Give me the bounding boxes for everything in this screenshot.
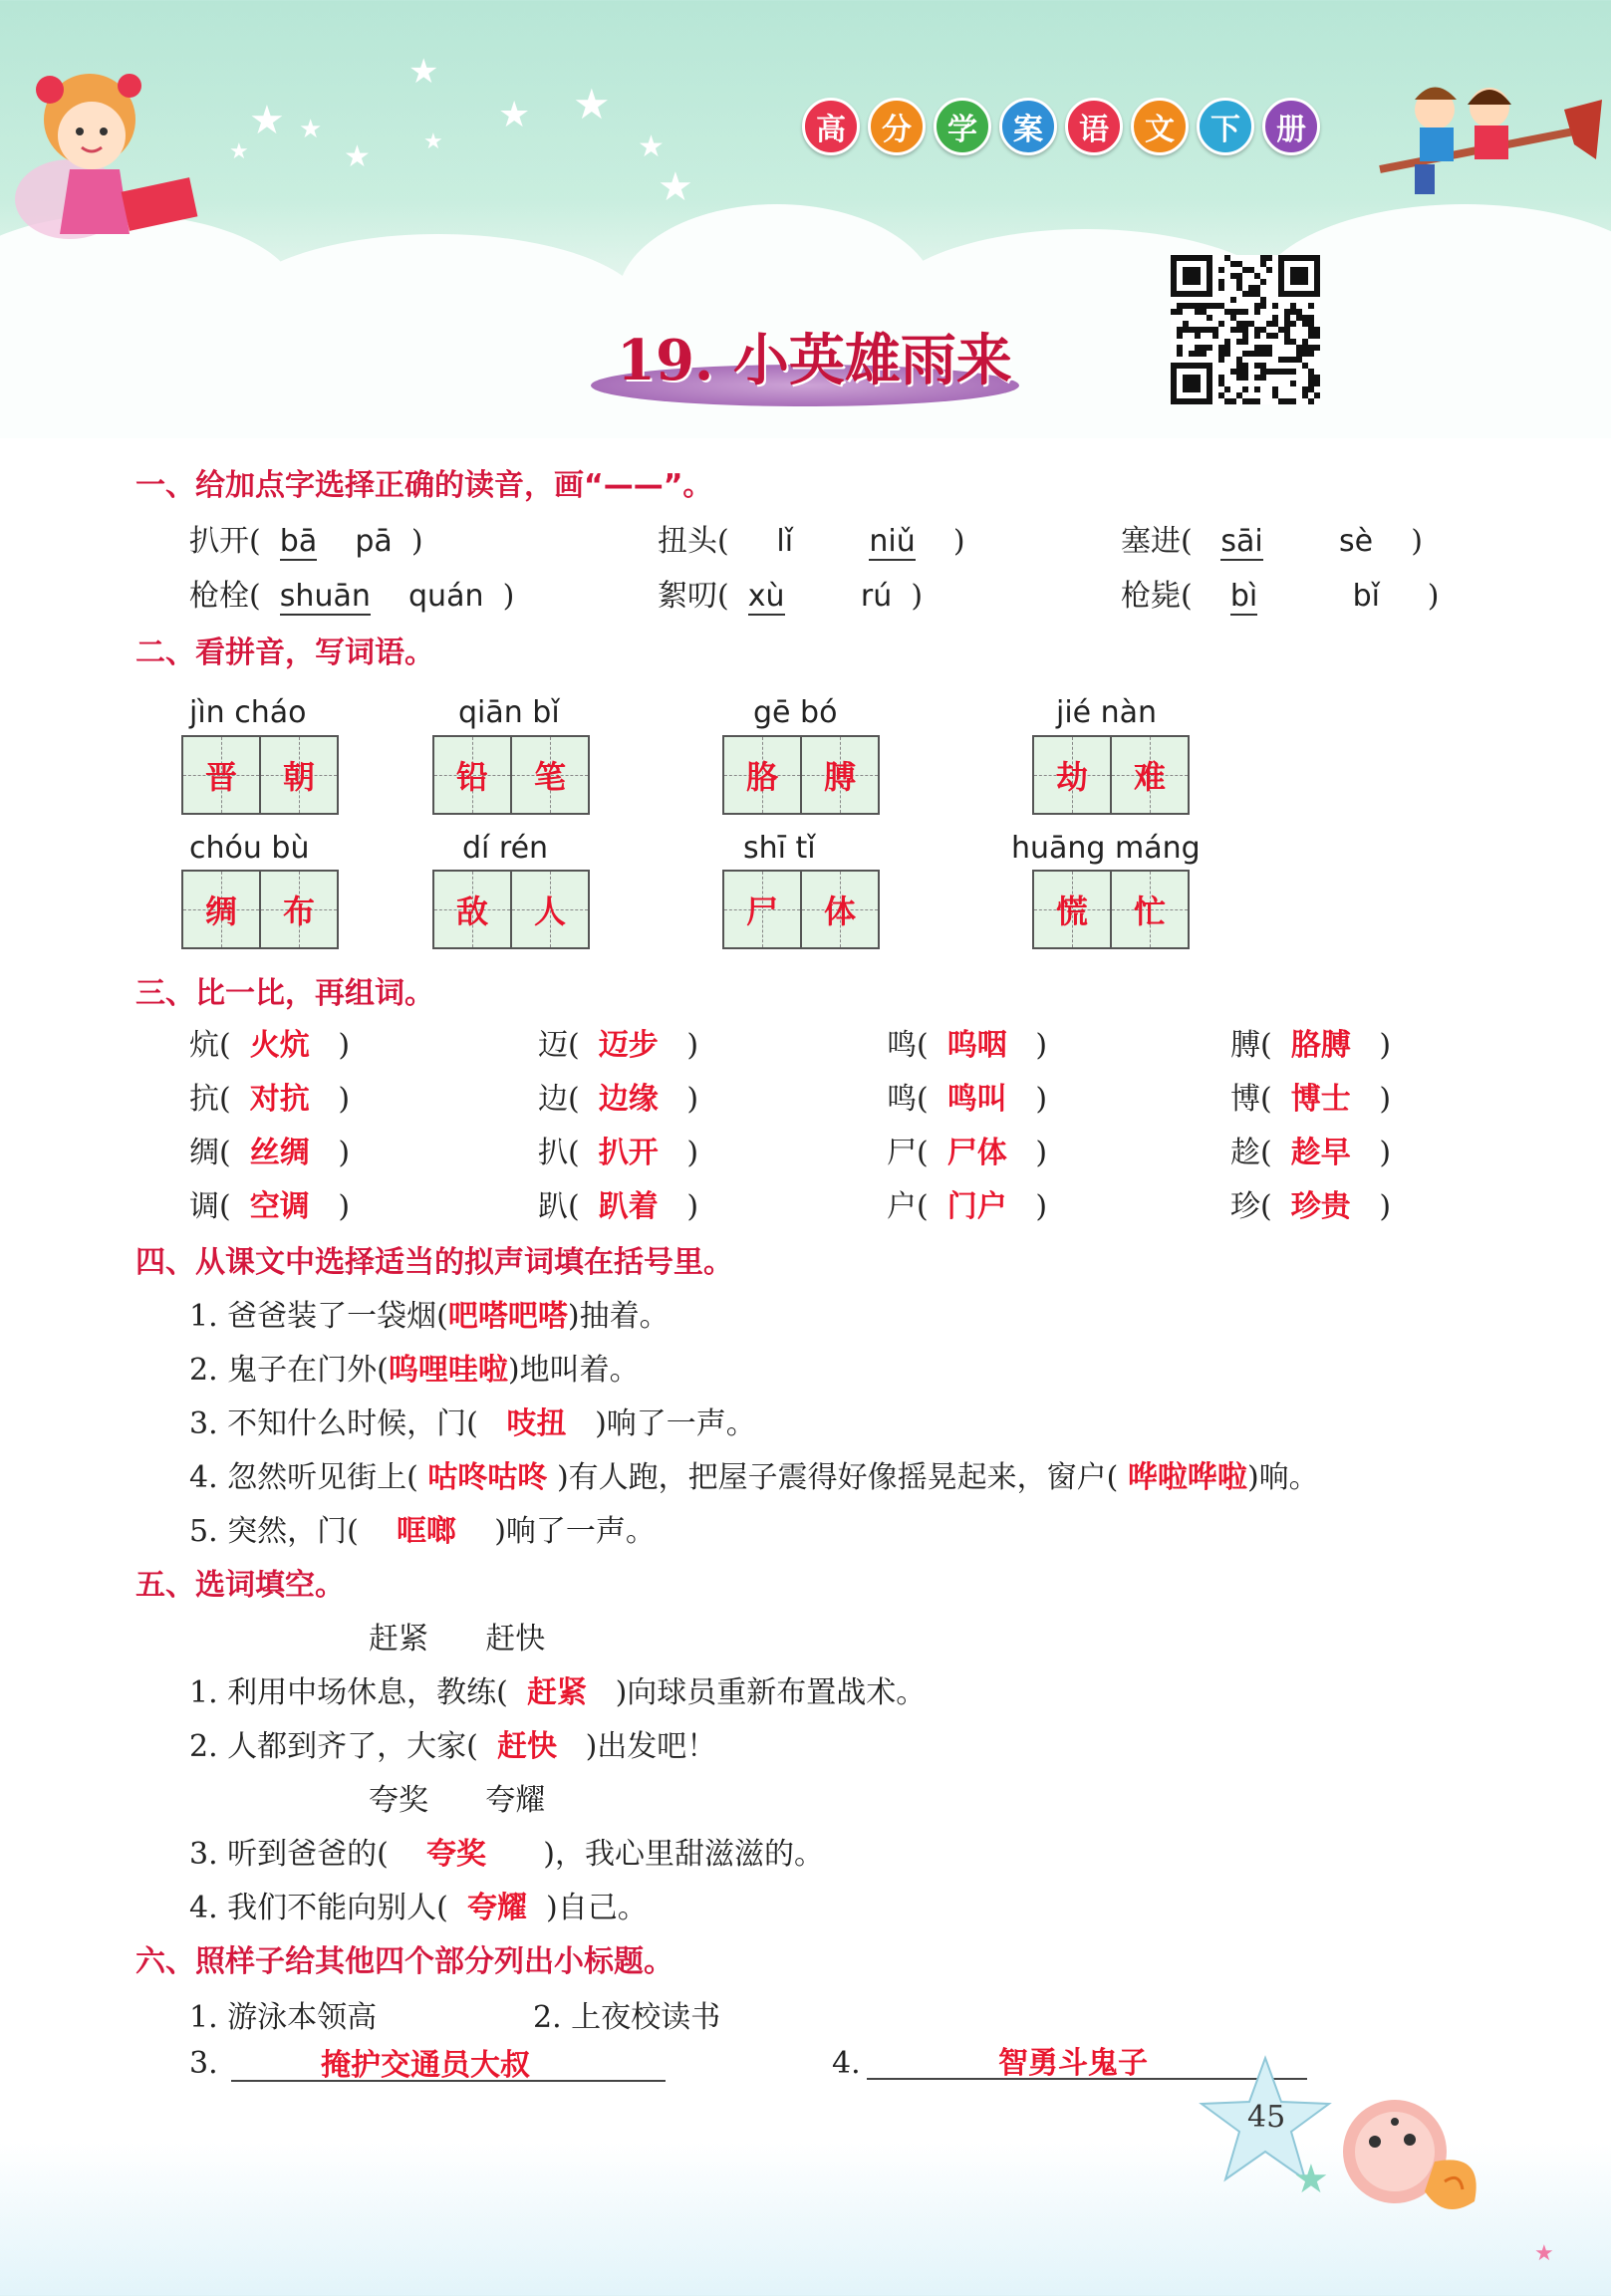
- compare-char: 尸: [887, 1136, 917, 1170]
- q1-option-1: lǐ: [776, 524, 794, 559]
- answer-char: 笔: [533, 758, 566, 796]
- pinyin-label: qiān bǐ: [458, 695, 560, 730]
- grid-cell: [1110, 870, 1190, 949]
- compare-item: 膊( 胳膊 ): [1230, 1028, 1392, 1063]
- q5-sentence-1: [189, 1667, 926, 1711]
- answer-char: 尸: [745, 893, 778, 930]
- answer-subtitle-4: 智勇斗鬼子: [998, 2046, 1148, 2081]
- compare-item: 趴( 趴着 ): [538, 1189, 699, 1224]
- star-icon: ★: [573, 80, 611, 128]
- compare-char: 边: [538, 1082, 568, 1117]
- tian-grid: [181, 735, 339, 815]
- compare-char: 鸣: [887, 1028, 917, 1063]
- paren-open: (: [249, 579, 261, 614]
- kids-on-broom-illustration: [1375, 70, 1604, 219]
- sentence-text: 2. 鬼子在门外(: [189, 1353, 389, 1388]
- compare-answer: 珍贵: [1290, 1189, 1351, 1224]
- answer-char: 绸: [204, 893, 237, 930]
- pinyin-label: jìn cháo: [189, 695, 307, 730]
- q4-sentence-3: [189, 1399, 756, 1442]
- grid-cell: [800, 735, 880, 815]
- section6-heading: 六、照样子给其他四个部分列出小标题。: [135, 1944, 673, 1979]
- compare-answer: 对抗: [249, 1082, 310, 1117]
- pinyin-label: chóu bù: [189, 831, 310, 866]
- grid-cell: [800, 870, 880, 949]
- paren-close: ): [952, 524, 965, 559]
- choice-word: 夸耀: [485, 1783, 546, 1818]
- answer-text: 吧嗒吧嗒: [447, 1299, 568, 1334]
- lesson-title-banner: [583, 317, 1021, 406]
- compare-answer: 丝绸: [249, 1136, 310, 1170]
- compare-item: 扒( 扒开 ): [538, 1136, 699, 1170]
- pinyin-label: dí rén: [462, 831, 549, 866]
- series-badge-char: 语: [1065, 98, 1123, 155]
- q4-sentence-1: [189, 1291, 670, 1335]
- paren-close: ): [1411, 524, 1423, 559]
- answer-text: 哐啷: [397, 1514, 457, 1549]
- answer-text: 咕咚咕咚: [427, 1460, 548, 1495]
- choice-word: 夸奖: [369, 1783, 428, 1818]
- compare-char: 膊: [1230, 1028, 1260, 1063]
- compare-answer: 呜咽: [946, 1028, 1007, 1063]
- compare-char: 迈: [538, 1028, 568, 1063]
- word-choice-pair-1: [369, 1614, 545, 1658]
- star-icon: ★: [498, 95, 531, 135]
- q1-option-1: xù: [747, 579, 785, 614]
- star-icon: ★: [1293, 2157, 1329, 2202]
- q1-option-2: quán: [408, 579, 484, 614]
- grid-cell: [1110, 735, 1190, 815]
- sentence-text: 1. 利用中场休息，教练(: [189, 1675, 508, 1710]
- series-badge-char: 高: [802, 98, 860, 155]
- pinyin-label: huāng máng: [1011, 831, 1201, 866]
- grid-cell: [1032, 870, 1112, 949]
- compare-answer: 趴着: [598, 1189, 659, 1224]
- item-number: 3.: [189, 2046, 218, 2081]
- q1-word: 枪毙: [1121, 579, 1181, 614]
- answer-char: 敌: [455, 893, 488, 930]
- answer-char: 劫: [1055, 758, 1088, 796]
- compare-char: 趴: [538, 1189, 568, 1224]
- compare-answer: 博士: [1290, 1082, 1351, 1117]
- tian-grid: [722, 870, 880, 949]
- series-badge-char: 册: [1262, 98, 1320, 155]
- compare-item: 调( 空调 ): [189, 1189, 351, 1224]
- answer-char: 布: [282, 893, 315, 930]
- grid-cell: [722, 735, 802, 815]
- q1-word: 塞进: [1121, 524, 1181, 559]
- section1-heading: 一、给加点字选择正确的读音，画“——”。: [135, 468, 713, 503]
- compare-char: 调: [189, 1189, 219, 1224]
- tian-grid: [181, 870, 339, 949]
- sentence-text: )响。: [1246, 1460, 1319, 1495]
- paren-close: ): [502, 579, 515, 614]
- q1-option-2: bǐ: [1352, 579, 1381, 614]
- compare-item: 博( 博士 ): [1230, 1082, 1392, 1117]
- grid-cell: [722, 870, 802, 949]
- paren-open: (: [1181, 579, 1193, 614]
- answer-subtitle-3: 掩护交通员大叔: [321, 2048, 530, 2083]
- series-badge-char: 学: [934, 98, 991, 155]
- word-choice-pair-2: [369, 1775, 545, 1819]
- q1-word: 扒开: [189, 524, 249, 559]
- compare-item: 鸣( 呜咽 ): [887, 1028, 1048, 1063]
- q5-sentence-2: [189, 1721, 716, 1765]
- star-icon: ★: [658, 164, 693, 210]
- item-number: 4.: [832, 2046, 861, 2081]
- sentence-text: 2. 人都到齐了，大家(: [189, 1729, 478, 1764]
- sentence-text: )有人跑，把屋子震得好像摇晃起来，窗户(: [556, 1460, 1119, 1495]
- snail-mascot-illustration: [1335, 2092, 1494, 2231]
- star-icon: ★: [638, 129, 665, 164]
- compare-char: 博: [1230, 1082, 1260, 1117]
- q1-item: [1121, 571, 1439, 615]
- q4-sentence-4: [189, 1452, 1319, 1496]
- section2-heading: 二、看拼音，写词语。: [135, 636, 434, 670]
- fairy-girl-illustration: [10, 50, 209, 259]
- answer-char: 慌: [1055, 893, 1088, 930]
- q1-option-1: bā: [279, 524, 318, 559]
- grid-cell: [181, 870, 261, 949]
- compare-item: 炕( 火炕 ): [189, 1028, 351, 1063]
- q1-option-1: sāi: [1220, 524, 1263, 559]
- sentence-text: )抽着。: [567, 1299, 670, 1334]
- compare-char: 趁: [1230, 1136, 1260, 1170]
- sentence-text: )响了一声。: [494, 1514, 656, 1549]
- pinyin-label: jié nàn: [1056, 695, 1158, 730]
- star-icon: ★: [344, 139, 371, 174]
- sentence-text: )响了一声。: [595, 1406, 756, 1441]
- q4-sentence-5: [189, 1506, 656, 1550]
- page-number: 45: [1247, 2100, 1286, 2135]
- compare-char: 绸: [189, 1136, 219, 1170]
- compare-char: 鸣: [887, 1082, 917, 1117]
- compare-item: 绸( 丝绸 ): [189, 1136, 351, 1170]
- example-subtitle-1: 1. 游泳本领高: [189, 2000, 378, 2035]
- star-icon: ★: [299, 115, 323, 144]
- compare-item: 珍( 珍贵 ): [1230, 1189, 1392, 1224]
- star-icon: ★: [249, 98, 285, 143]
- q1-option-2: niǔ: [869, 524, 916, 559]
- answer-char: 人: [533, 893, 566, 930]
- grid-cell: [181, 735, 261, 815]
- q1-option-2: pā: [355, 524, 393, 559]
- sentence-text: 3. 听到爸爸的(: [189, 1837, 389, 1872]
- star-icon: ★: [408, 52, 439, 92]
- grid-cell: [432, 735, 512, 815]
- compare-answer: 迈步: [598, 1028, 659, 1063]
- compare-item: 边( 边缘 ): [538, 1082, 699, 1117]
- q1-item: [1121, 516, 1423, 560]
- star-icon: ★: [229, 139, 249, 164]
- answer-char: 胳: [745, 758, 778, 796]
- q1-word: 絮叨: [658, 579, 717, 614]
- q1-item: [658, 516, 965, 560]
- answer-char: 体: [823, 893, 856, 930]
- answer-text: 赶紧: [526, 1675, 587, 1710]
- compare-char: 炕: [189, 1028, 219, 1063]
- lesson-title: 19. 小英雄雨来: [617, 328, 1012, 393]
- paren-close: ): [410, 524, 423, 559]
- answer-char: 难: [1133, 758, 1166, 796]
- tian-grid: [1032, 870, 1190, 949]
- q5-sentence-4: [189, 1883, 648, 1926]
- q1-word: 扭头: [658, 524, 717, 559]
- paren-open: (: [717, 524, 729, 559]
- q1-option-2: sè: [1338, 524, 1374, 559]
- compare-answer: 尸体: [946, 1136, 1007, 1170]
- star-icon: ★: [1534, 2241, 1554, 2266]
- tian-grid: [1032, 735, 1190, 815]
- example-subtitle-2: 2. 上夜校读书: [533, 2000, 721, 2035]
- series-badge-char: 文: [1131, 98, 1189, 155]
- compare-char: 抗: [189, 1082, 219, 1117]
- sentence-text: 4. 我们不能向别人(: [189, 1891, 448, 1925]
- compare-answer: 门户: [946, 1189, 1007, 1224]
- q1-option-1: bì: [1229, 579, 1258, 614]
- sentence-text: )向球员重新布置战术。: [615, 1675, 927, 1710]
- answer-text: 吱扭: [506, 1406, 567, 1441]
- grid-cell: [510, 870, 590, 949]
- tian-grid: [722, 735, 880, 815]
- compare-char: 扒: [538, 1136, 568, 1170]
- grid-cell: [1032, 735, 1112, 815]
- choice-word: 赶紧: [369, 1622, 428, 1657]
- section5-heading: 五、选词填空。: [135, 1568, 345, 1603]
- grid-cell: [510, 735, 590, 815]
- answer-text: 哗啦哗啦: [1127, 1460, 1247, 1495]
- answer-char: 忙: [1133, 893, 1166, 930]
- q1-option-1: shuān: [279, 579, 371, 614]
- series-badge-char: 分: [868, 98, 926, 155]
- answer-text: 夸奖: [426, 1837, 487, 1872]
- sentence-text: )出发吧！: [585, 1729, 717, 1764]
- q1-option-2: rú: [860, 579, 893, 614]
- sentence-text: )自己。: [546, 1891, 648, 1925]
- answer-text: 赶快: [496, 1729, 557, 1764]
- choice-word: 赶快: [485, 1622, 546, 1657]
- compare-item: 迈( 迈步 ): [538, 1028, 699, 1063]
- qr-code[interactable]: [1171, 255, 1320, 404]
- compare-char: 户: [887, 1189, 917, 1224]
- compare-item: 户( 门户 ): [887, 1189, 1048, 1224]
- answer-char: 铅: [455, 758, 488, 796]
- compare-answer: 火炕: [249, 1028, 310, 1063]
- answer-text: 夸耀: [466, 1891, 527, 1925]
- paren-open: (: [717, 579, 729, 614]
- q4-sentence-2: [189, 1345, 640, 1389]
- answer-char: 膊: [823, 758, 856, 796]
- compare-answer: 胳膊: [1290, 1028, 1351, 1063]
- compare-item: 趁( 趁早 ): [1230, 1136, 1392, 1170]
- q1-item: [658, 571, 923, 615]
- sentence-text: 3. 不知什么时候，门(: [189, 1406, 478, 1441]
- sentence-text: 4. 忽然听见街上(: [189, 1460, 418, 1495]
- q1-item: [189, 571, 514, 615]
- section4-heading: 四、从课文中选择适当的拟声词填在括号里。: [135, 1245, 733, 1280]
- series-badge-char: 下: [1197, 98, 1254, 155]
- compare-item: 尸( 尸体 ): [887, 1136, 1048, 1170]
- paren-open: (: [249, 524, 261, 559]
- tian-grid: [432, 735, 590, 815]
- compare-answer: 扒开: [598, 1136, 659, 1170]
- compare-answer: 鸣叫: [946, 1082, 1007, 1117]
- sentence-text: 1. 爸爸装了一袋烟(: [189, 1299, 448, 1334]
- paren-close: ): [1427, 579, 1440, 614]
- compare-answer: 空调: [249, 1189, 310, 1224]
- paren-close: ): [911, 579, 924, 614]
- tian-grid: [432, 870, 590, 949]
- compare-item: 抗( 对抗 ): [189, 1082, 351, 1117]
- q1-word: 枪栓: [189, 579, 249, 614]
- compare-item: 鸣( 鸣叫 ): [887, 1082, 1048, 1117]
- compare-answer: 边缘: [598, 1082, 659, 1117]
- paren-open: (: [1181, 524, 1193, 559]
- q5-sentence-3: [189, 1829, 824, 1873]
- grid-cell: [259, 870, 339, 949]
- sentence-text: 5. 突然，门(: [189, 1514, 359, 1549]
- section3-heading: 三、比一比，再组词。: [135, 976, 434, 1011]
- pinyin-label: gē bó: [753, 695, 838, 730]
- grid-cell: [432, 870, 512, 949]
- answer-char: 晋: [204, 758, 237, 796]
- answer-char: 朝: [282, 758, 315, 796]
- grid-cell: [259, 735, 339, 815]
- sentence-text: )地叫着。: [507, 1353, 640, 1388]
- answer-text: 呜哩哇啦: [388, 1353, 508, 1388]
- pinyin-label: shī tǐ: [743, 831, 816, 866]
- sentence-text: )，我心里甜滋滋的。: [543, 1837, 824, 1872]
- compare-char: 珍: [1230, 1189, 1260, 1224]
- compare-answer: 趁早: [1290, 1136, 1351, 1170]
- series-title-badges: [802, 98, 1320, 155]
- series-badge-char: 案: [999, 98, 1057, 155]
- q1-item: [189, 516, 423, 560]
- star-icon: ★: [423, 129, 443, 154]
